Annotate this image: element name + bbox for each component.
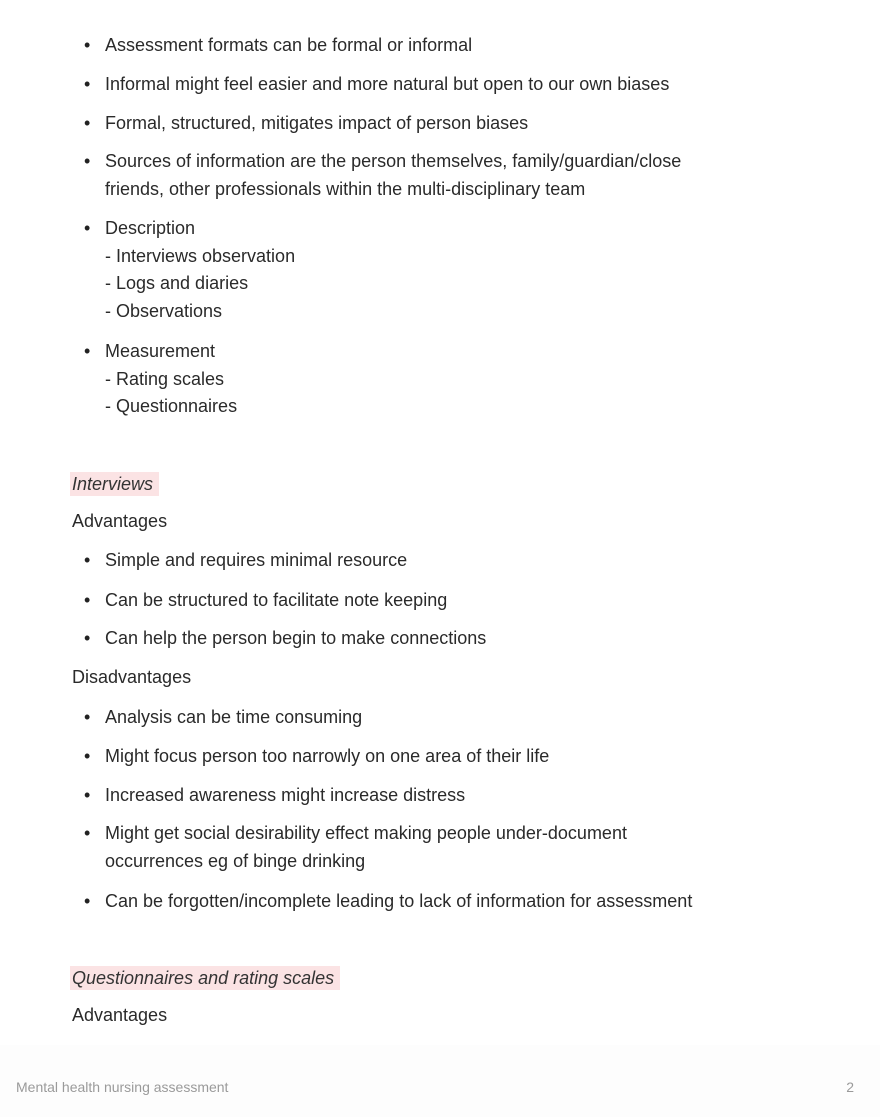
list-item: • Can be forgotten/incomplete leading to lack of information for assessment — [105, 887, 692, 915]
list-item — [105, 338, 237, 421]
disadvantages-label: Disadvantages — [72, 667, 192, 687]
line: - Questionnaires — [105, 396, 238, 416]
list-item: • Might focus person too narrowly on one area of their life — [105, 742, 549, 770]
line: - Interviews observation — [105, 245, 296, 266]
page-number: 2 — [846, 1079, 854, 1095]
advantages-label: Advantages — [72, 511, 168, 531]
list-item: • Can help the person begin to make connections — [105, 624, 486, 652]
line: - Observations — [105, 300, 223, 321]
list-item: • Increased awareness might increase distress — [105, 781, 465, 809]
line: • Might get social desirability effect making people under-document — [105, 823, 627, 843]
list-item — [105, 215, 295, 325]
line: • Sources of information are the person themselves, family/guardian/close — [105, 151, 682, 171]
list-item — [105, 147, 681, 203]
line: friends, other professionals within the multi-disciplinary team — [105, 179, 586, 199]
line: • Description — [105, 218, 196, 238]
list-item: • Simple and requires minimal resource — [105, 546, 407, 574]
advantages-label: Advantages — [72, 1005, 168, 1025]
line: - Rating scales — [105, 368, 225, 389]
section-heading-questionnaires: Questionnaires and rating scales — [70, 966, 340, 990]
list-item: • Can be structured to facilitate note keeping — [105, 586, 447, 614]
line: • Measurement — [105, 341, 216, 361]
line: - Logs and diaries — [105, 273, 249, 293]
footer-title: Mental health nursing assessment — [16, 1079, 229, 1095]
list-item — [105, 819, 627, 875]
list-item: • Assessment formats can be formal or informal — [105, 31, 472, 59]
line: occurrences eg of binge drinking — [105, 851, 366, 871]
list-item: • Analysis can be time consuming — [105, 703, 362, 731]
list-item: • Informal might feel easier and more natural but open to our own biases — [105, 70, 669, 98]
list-item: • Formal, structured, mitigates impact of person biases — [105, 109, 528, 137]
section-heading-interviews: Interviews — [70, 472, 159, 496]
